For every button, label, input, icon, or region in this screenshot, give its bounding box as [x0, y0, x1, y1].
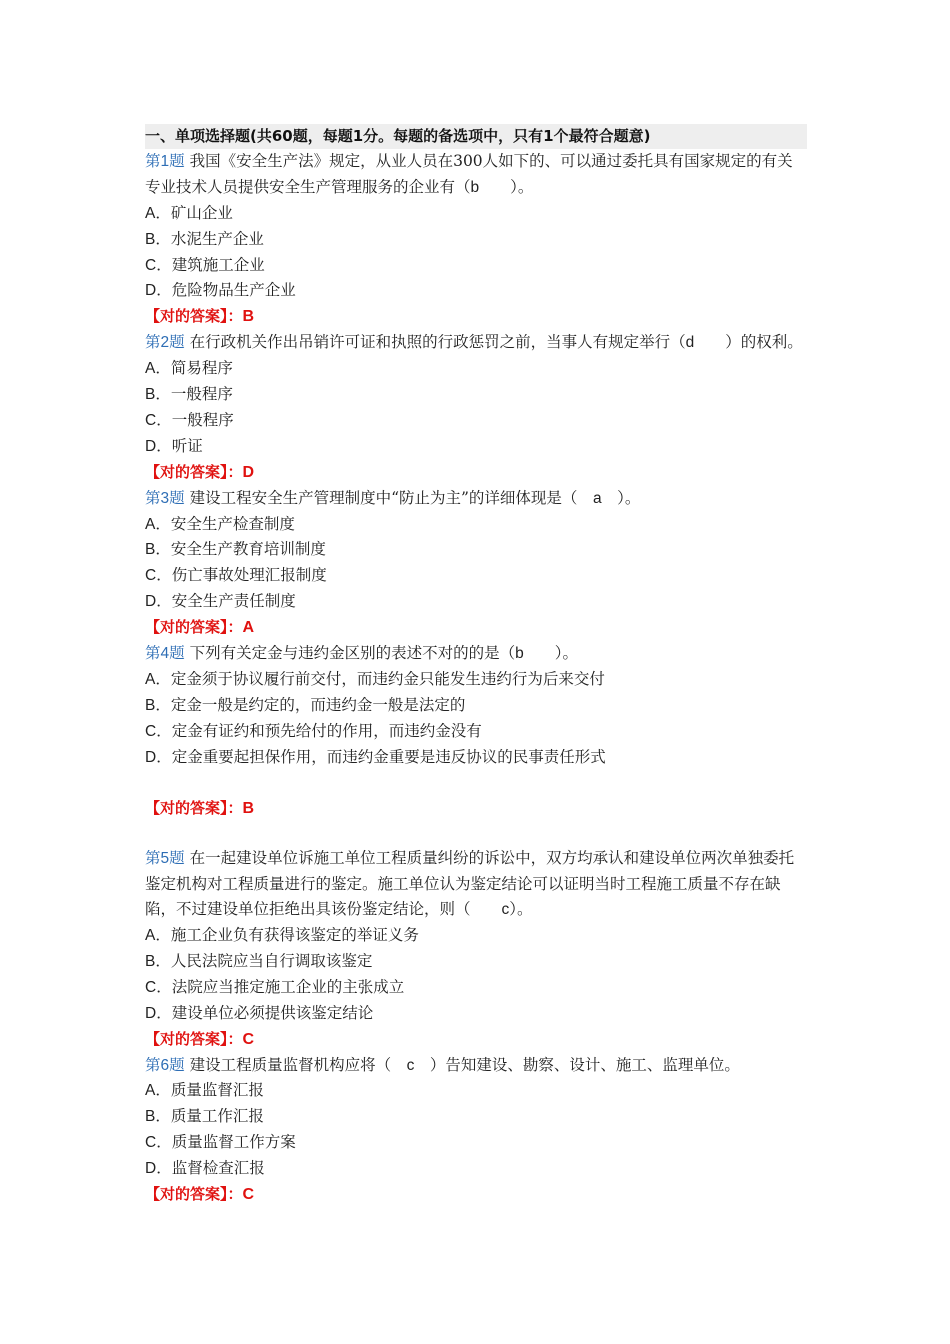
option-item [145, 745, 807, 771]
option-item [145, 923, 807, 949]
question-number-suffix: 题 [169, 644, 185, 663]
option-letter: C． [145, 567, 172, 585]
option-letter: D． [145, 748, 172, 766]
question-number-suffix: 题 [169, 333, 185, 352]
question-number-value: 4 [160, 645, 170, 663]
question-number-value: 1 [160, 152, 170, 170]
option-letter: C． [145, 1134, 172, 1152]
question-text: 在行政机关作出吊销许可证和执照的行政惩罚之前，当事人有规定举行（ [184, 333, 686, 352]
option-text: 定金有证约和预先给付的作用，而违约金没有 [171, 721, 482, 740]
option-item [145, 949, 807, 975]
answer-blank: c [501, 901, 510, 919]
answer-blank: d [685, 334, 695, 352]
question-list [145, 149, 807, 1208]
option-text: 法院应当推定施工企业的主张成立 [171, 977, 405, 996]
option-text: 施工企业负有获得该鉴定的举证义务 [170, 926, 419, 945]
question-number-prefix: 第 [145, 333, 161, 352]
answer-label: 【对的答案】： [145, 307, 243, 326]
option-text: 一般程序 [171, 410, 234, 429]
correct-answer [145, 304, 807, 330]
option-item [145, 589, 807, 615]
spacer [145, 821, 807, 846]
option-letter: A． [145, 360, 171, 378]
section-header: 一、单项选择题(共60题，每题1分。每题的备选项中，只有1个最符合题意) [145, 124, 807, 149]
option-item [145, 537, 807, 563]
option-item [145, 1156, 807, 1182]
answer-value: C [242, 1186, 255, 1204]
answer-label: 【对的答案】： [145, 798, 243, 817]
question-number-suffix: 题 [169, 849, 185, 868]
question-number-suffix: 题 [169, 488, 185, 507]
option-letter: A． [145, 515, 171, 533]
question-text-end: ）的权利。 [694, 333, 803, 352]
correct-answer [145, 460, 807, 486]
option-letter: C． [145, 978, 172, 996]
option-item [145, 278, 807, 304]
question-block [145, 846, 807, 1052]
option-letter: B． [145, 1108, 171, 1126]
question-block [145, 486, 807, 641]
answer-value: B [242, 799, 255, 817]
question-number [145, 152, 185, 170]
question-text-end: ）。 [523, 644, 578, 663]
option-item [145, 512, 807, 538]
option-text: 听证 [171, 436, 203, 455]
option-text: 伤亡事故处理汇报制度 [171, 566, 327, 585]
option-item [145, 563, 807, 589]
option-item [145, 201, 807, 227]
option-letter: B． [145, 696, 171, 714]
option-letter: C． [145, 411, 172, 429]
option-letter: A． [145, 1082, 171, 1100]
question-number-prefix: 第 [145, 644, 161, 663]
option-text: 监督检查汇报 [171, 1159, 265, 1178]
question-block [145, 1053, 807, 1208]
question-text: 建设工程安全生产管理制度中“防止为主”的详细体现是（ [184, 488, 593, 507]
answer-blank: b [470, 178, 480, 196]
answer-value: B [242, 308, 255, 326]
question-number-suffix: 题 [169, 151, 185, 170]
question-text: 建设工程质量监督机构应将（ [184, 1055, 407, 1074]
option-item [145, 227, 807, 253]
option-text: 危险物品生产企业 [171, 281, 296, 300]
question-number-value: 2 [160, 334, 170, 352]
option-item [145, 382, 807, 408]
option-text: 水泥生产企业 [170, 229, 264, 248]
option-text: 质量监督工作方案 [171, 1133, 296, 1152]
option-letter: D． [145, 593, 172, 611]
option-text: 一般程序 [170, 385, 233, 404]
answer-label: 【对的答案】： [145, 618, 243, 637]
option-item [145, 356, 807, 382]
option-text: 定金重要起担保作用，而违约金重要是违反协议的民事责任形式 [171, 747, 606, 766]
option-text: 建设单位必须提供该鉴定结论 [171, 1003, 374, 1022]
spacer [145, 771, 807, 796]
question-stem [145, 1053, 807, 1079]
option-letter: D． [145, 1160, 172, 1178]
option-letter: D． [145, 1004, 172, 1022]
question-text-end: ）。 [509, 900, 533, 919]
question-number-value: 6 [160, 1056, 170, 1074]
option-item [145, 1130, 807, 1156]
option-item [145, 667, 807, 693]
option-item [145, 408, 807, 434]
question-block [145, 641, 807, 846]
option-letter: A． [145, 204, 171, 222]
option-letter: C． [145, 256, 172, 274]
option-text: 简易程序 [170, 359, 233, 378]
question-number [145, 333, 185, 351]
question-number-prefix: 第 [145, 488, 161, 507]
answer-blank: b [515, 645, 524, 663]
question-number-prefix: 第 [145, 151, 161, 170]
question-text-end: ）。 [479, 177, 534, 196]
question-number-value: 3 [160, 489, 170, 507]
question-number [145, 644, 185, 662]
option-letter: A． [145, 927, 171, 945]
option-item [145, 1001, 807, 1027]
option-letter: B． [145, 541, 171, 559]
option-text: 建筑施工企业 [171, 255, 265, 274]
answer-label: 【对的答案】： [145, 1029, 243, 1048]
correct-answer [145, 1182, 807, 1208]
option-text: 定金须于协议履行前交付，而违约金只能发生违约行为后来交付 [170, 670, 605, 689]
option-text: 矿山企业 [170, 203, 233, 222]
option-letter: C． [145, 722, 172, 740]
option-text: 质量监督汇报 [170, 1081, 264, 1100]
option-item [145, 253, 807, 279]
question-number-prefix: 第 [145, 849, 161, 868]
question-number-suffix: 题 [169, 1055, 185, 1074]
question-number [145, 1056, 185, 1074]
option-item [145, 1078, 807, 1104]
option-text: 安全生产教育培训制度 [170, 540, 326, 559]
question-number-prefix: 第 [145, 1055, 161, 1074]
question-text: 我国《安全生产法》规定，从业人员在300人如下的、可以通过委托具有国家规定的有关专业技术人员提供安全生产管理服务的企业有（ [145, 151, 793, 196]
answer-blank: a [592, 489, 602, 507]
option-item [145, 975, 807, 1001]
option-letter: B． [145, 230, 171, 248]
question-number [145, 849, 185, 867]
answer-value: A [242, 619, 255, 637]
exam-content [145, 124, 807, 1208]
question-text-end: ）告知建设、勘察、设计、施工、监理单位。 [414, 1055, 740, 1074]
answer-label: 【对的答案】： [145, 462, 243, 481]
option-text: 质量工作汇报 [170, 1107, 264, 1126]
option-letter: B． [145, 952, 171, 970]
correct-answer [145, 615, 807, 641]
option-letter: A． [145, 671, 171, 689]
option-text: 定金一般是约定的，而违约金一般是法定的 [170, 695, 466, 714]
correct-answer [145, 796, 807, 822]
option-item [145, 719, 807, 745]
option-letter: D． [145, 437, 172, 455]
question-block [145, 149, 807, 330]
option-item [145, 1104, 807, 1130]
answer-value: C [242, 1030, 255, 1048]
question-text-end: ）。 [601, 488, 641, 507]
question-number [145, 489, 185, 507]
answer-value: D [242, 463, 255, 481]
question-stem [145, 846, 807, 923]
question-stem [145, 641, 807, 667]
correct-answer [145, 1027, 807, 1053]
option-text: 安全生产责任制度 [171, 592, 296, 611]
question-text: 在一起建设单位诉施工单位工程质量纠纷的诉讼中，双方均承认和建设单位两次单独委托鉴定机构对工程质量进行的鉴定。施工单位认为鉴定结论可以证明当时工程施工质量不存在缺陷，不过建设单位拒绝出具该份鉴定结论，则（ [145, 849, 795, 919]
question-text: 下列有关定金与违约金区别的表述不对的的是（ [184, 644, 516, 663]
answer-blank: c [406, 1056, 415, 1074]
answer-label: 【对的答案】： [145, 1185, 243, 1204]
option-text: 安全生产检查制度 [170, 514, 295, 533]
question-stem [145, 486, 807, 512]
question-stem [145, 149, 807, 201]
option-letter: D． [145, 282, 172, 300]
question-number-value: 5 [160, 850, 170, 868]
option-item [145, 434, 807, 460]
option-letter: B． [145, 386, 171, 404]
option-item [145, 693, 807, 719]
option-text: 人民法院应当自行调取该鉴定 [170, 951, 373, 970]
question-stem [145, 330, 807, 356]
question-block [145, 330, 807, 485]
